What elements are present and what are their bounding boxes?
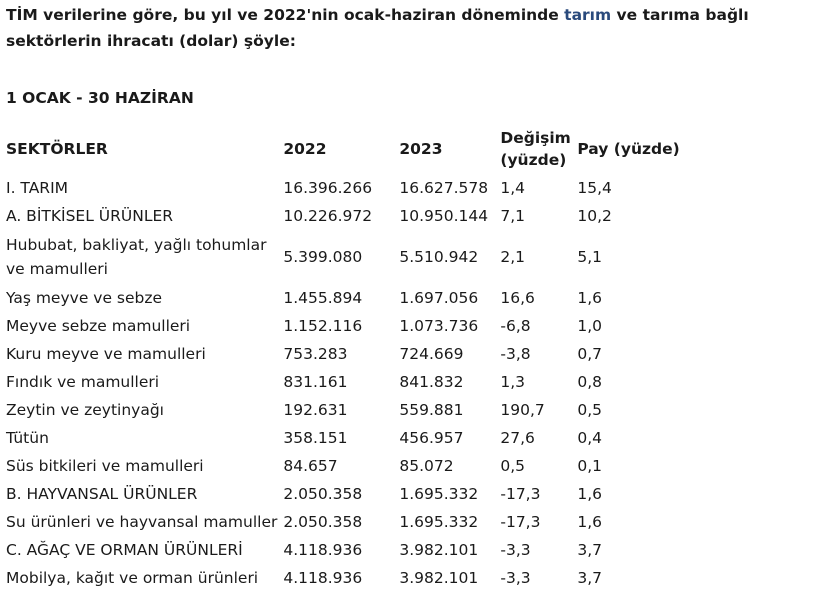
cell-share: 0,4 [577,429,603,447]
table-row [3,564,684,592]
table-row [3,230,684,284]
cell-2022: 16.396.266 [283,179,373,197]
cell-change: 7,1 [500,207,526,225]
cell-sector: B. HAYVANSAL ÜRÜNLER [6,485,198,503]
header-2023: 2023 [399,140,443,158]
table-header-row [3,124,684,174]
cell-2022: 753.283 [283,345,348,363]
cell-change: 0,5 [500,457,526,475]
cell-2023: 16.627.578 [399,179,489,197]
header-sector: SEKTÖRLER [6,140,108,158]
cell-share: 0,8 [577,373,603,391]
cell-change: 16,6 [500,289,535,307]
table-row [3,174,684,202]
table-row [3,284,684,312]
cell-sector: Zeytin ve zeytinyağı [6,401,164,419]
cell-2022: 2.050.358 [283,513,363,531]
cell-2022: 1.152.116 [283,317,363,335]
table-row [3,424,684,452]
header-change: Değişim (yüzde) [500,129,571,169]
cell-share: 1,6 [577,485,603,503]
header-2022: 2022 [283,140,327,158]
cell-share: 3,7 [577,569,603,587]
table-row [3,480,684,508]
cell-sector: Hububat, bakliyat, yağlı tohumlar ve mamulleri [6,236,267,278]
cell-2022: 192.631 [283,401,348,419]
cell-sector: Kuru meyve ve mamulleri [6,345,206,363]
table-row [3,536,684,564]
cell-share: 0,5 [577,401,603,419]
table-row [3,508,684,536]
cell-2022: 2.050.358 [283,485,363,503]
cell-sector: Tütün [6,429,49,447]
table-row [3,396,684,424]
cell-change: 2,1 [500,248,526,266]
cell-share: 1,6 [577,289,603,307]
cell-share: 0,1 [577,457,603,475]
cell-2023: 85.072 [399,457,454,475]
intro-text-after: ve tarıma bağlı sektörlerin ihracatı (dolar) şöyle: [6,6,749,50]
cell-2023: 724.669 [399,345,464,363]
cell-2023: 5.510.942 [399,248,479,266]
cell-2023: 1.697.056 [399,289,479,307]
cell-change: -3,3 [500,541,531,559]
cell-2023: 559.881 [399,401,464,419]
cell-2022: 84.657 [283,457,338,475]
cell-share: 0,7 [577,345,603,363]
header-share: Pay (yüzde) [577,140,680,158]
cell-share: 5,1 [577,248,603,266]
cell-change: -6,8 [500,317,531,335]
cell-sector: Su ürünleri ve hayvansal mamuller [6,513,278,531]
cell-sector: A. BİTKİSEL ÜRÜNLER [6,207,174,225]
cell-2022: 10.226.972 [283,207,373,225]
cell-share: 10,2 [577,207,612,225]
cell-change: -17,3 [500,485,541,503]
intro-text-before: TİM verilerine göre, bu yıl ve 2022'nin ocak-haziran döneminde [6,6,565,24]
cell-change: -3,3 [500,569,531,587]
cell-2022: 4.118.936 [283,541,363,559]
cell-change: 190,7 [500,401,545,419]
export-table [3,124,684,592]
table-row [3,202,684,230]
section-title: 1 OCAK - 30 HAZİRAN [6,89,194,107]
table-row [3,368,684,396]
cell-sector: I. TARIM [6,179,69,197]
cell-change: -17,3 [500,513,541,531]
cell-share: 1,6 [577,513,603,531]
cell-share: 1,0 [577,317,603,335]
cell-change: -3,8 [500,345,531,363]
cell-sector: Süs bitkileri ve mamulleri [6,457,204,475]
cell-share: 3,7 [577,541,603,559]
tarim-link[interactable]: tarım [564,6,612,24]
cell-2023: 456.957 [399,429,464,447]
table-row [3,312,684,340]
table-row [3,452,684,480]
cell-2022: 4.118.936 [283,569,363,587]
cell-2023: 1.695.332 [399,485,479,503]
cell-2022: 831.161 [283,373,348,391]
cell-2023: 1.073.736 [399,317,479,335]
cell-2023: 3.982.101 [399,541,479,559]
cell-change: 1,4 [500,179,526,197]
cell-2022: 1.455.894 [283,289,363,307]
cell-2023: 841.832 [399,373,464,391]
cell-share: 15,4 [577,179,612,197]
cell-sector: Fındık ve mamulleri [6,373,160,391]
table-row [3,340,684,368]
cell-2023: 1.695.332 [399,513,479,531]
cell-sector: Meyve sebze mamulleri [6,317,191,335]
cell-2023: 3.982.101 [399,569,479,587]
cell-2022: 358.151 [283,429,348,447]
intro-paragraph [6,2,824,54]
cell-sector: C. AĞAÇ VE ORMAN ÜRÜNLERİ [6,541,243,559]
cell-sector: Mobilya, kağıt ve orman ürünleri [6,569,259,587]
cell-2023: 10.950.144 [399,207,489,225]
cell-change: 1,3 [500,373,526,391]
cell-change: 27,6 [500,429,535,447]
cell-sector: Yaş meyve ve sebze [6,289,163,307]
cell-2022: 5.399.080 [283,248,363,266]
